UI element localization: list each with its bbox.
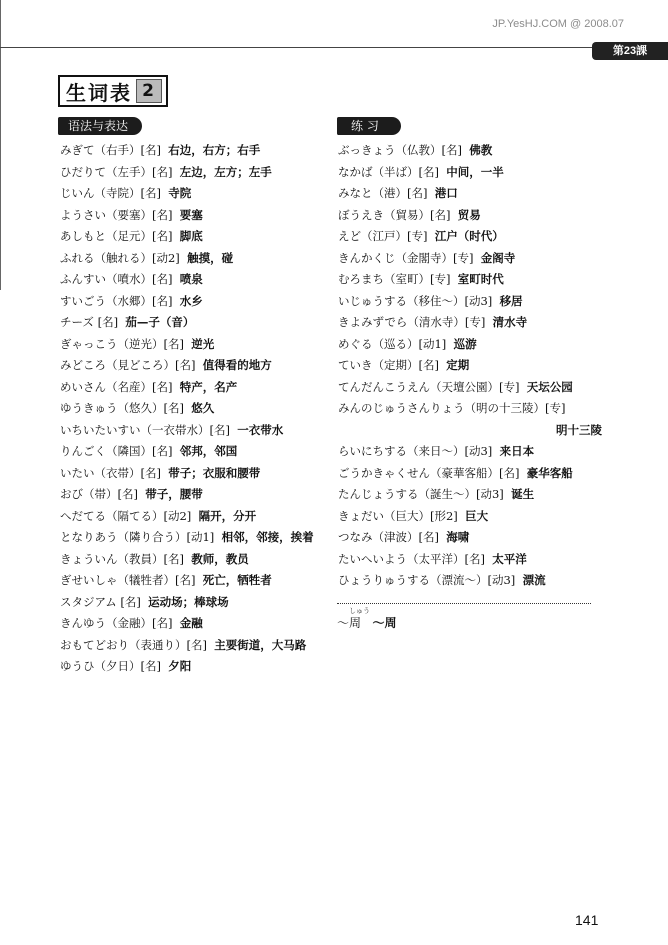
vocab-meaning: 佛教 xyxy=(469,143,493,157)
vocab-reading: すいごう（水郷）[名] xyxy=(60,293,173,308)
vocab-reading: スタジアム [名] xyxy=(60,594,141,609)
vocab-entry xyxy=(338,506,602,528)
vocab-reading: ごうかきゃくせん（豪華客船）[名] xyxy=(338,465,520,480)
page-title xyxy=(58,75,168,107)
vocab-meaning: 带子，腰带 xyxy=(145,487,203,501)
vocab-reading: となりあう（隣り合う）[动1] xyxy=(60,530,215,544)
page-number: 141 xyxy=(575,912,599,928)
vocab-reading: ひょうりゅうする（漂流～）[动3] xyxy=(338,573,516,587)
vocab-meaning: 教师，教员 xyxy=(191,551,249,566)
vocab-reading: みどころ（見どころ）[名] xyxy=(60,358,196,372)
vocab-reading: へだてる（隔てる）[动2] xyxy=(60,508,192,523)
vocab-reading: ぼうえき（貿易）[名] xyxy=(338,207,451,222)
vocab-meaning: 明十三陵 xyxy=(556,422,602,437)
vocab-meaning: 海啸 xyxy=(446,530,470,544)
vocab-entry xyxy=(60,334,314,356)
vocab-entry xyxy=(60,312,314,334)
vocab-meaning: 悠久 xyxy=(191,401,215,415)
lesson-label: 第23課 xyxy=(592,42,668,60)
vocab-meaning: 邻邦，邻国 xyxy=(179,444,238,458)
vocab-reading: チーズ [名] xyxy=(60,315,119,329)
vocab-meaning: 寺院 xyxy=(168,186,192,200)
suffix-text: ～周 xyxy=(337,616,362,630)
title-number: 2 xyxy=(136,79,162,103)
vocab-reading: ぎゃっこう（逆光）[名] xyxy=(60,336,184,351)
section-heading-grammar: 语法与表达 xyxy=(58,117,142,135)
vocab-reading: あしもと（足元）[名] xyxy=(60,229,173,243)
vocab-reading: きよみずでら（清水寺）[专] xyxy=(338,315,486,329)
vocab-entry xyxy=(338,269,602,291)
vocab-meaning: 贸易 xyxy=(457,207,481,222)
vocab-reading: みなと（港）[名] xyxy=(338,186,428,200)
vocab-reading: ゆうきゅう（悠久）[名] xyxy=(60,401,184,415)
vocab-entry xyxy=(338,484,602,506)
vocab-entry xyxy=(60,420,314,442)
vocab-reading: ふれる（触れる）[动2] xyxy=(60,250,180,265)
header-rule xyxy=(0,47,596,48)
vocab-reading: ていき（定期）[名] xyxy=(338,358,439,372)
vocab-entry xyxy=(338,226,602,248)
vocab-meaning: 清水寺 xyxy=(492,315,528,329)
watermark: JP.YesHJ.COM @ 2008.07 xyxy=(492,18,624,30)
vocab-reading: いちいたいすい（一衣帯水）[名] xyxy=(60,422,230,437)
vocab-meaning: 太平洋 xyxy=(492,551,527,566)
vocab-meaning: 金阁寺 xyxy=(480,250,516,265)
vocab-reading: ゆうひ（夕日）[名] xyxy=(60,659,161,673)
vocab-entry xyxy=(60,162,314,184)
vocab-reading: おもてどおり（表通り）[名] xyxy=(60,637,207,652)
vocab-entry xyxy=(338,248,602,270)
vocab-entry xyxy=(338,420,602,442)
dotted-divider xyxy=(337,603,591,604)
vocab-reading: きょだい（巨大）[形2] xyxy=(338,508,458,523)
vocab-meaning: 巡游 xyxy=(453,336,477,351)
vocab-meaning: 一衣带水 xyxy=(237,422,284,437)
vocab-meaning: 隔开，分开 xyxy=(198,508,257,523)
vocab-entry xyxy=(60,248,314,270)
vocab-reading: らいにちする（来日～）[动3] xyxy=(338,444,493,458)
vocab-entry xyxy=(60,656,314,678)
section-heading-practice: 练 习 xyxy=(337,117,401,135)
vocab-reading: たいへいよう（太平洋）[名] xyxy=(338,551,485,566)
suffix-ruby: しゅう xyxy=(349,607,370,615)
vocab-entry xyxy=(60,635,314,657)
vocab-reading: みぎて（右手）[名] xyxy=(60,143,161,157)
vocab-reading: えど（江戸）[专] xyxy=(338,229,428,243)
vocab-entry xyxy=(60,527,314,549)
vocab-entry xyxy=(60,355,314,377)
vocab-meaning: 右边，右方；右手 xyxy=(168,143,261,157)
vocab-reading: じいん（寺院）[名] xyxy=(60,186,161,200)
vocab-reading: ひだりて（左手）[名] xyxy=(60,164,173,179)
vocab-reading: つなみ（津波）[名] xyxy=(338,530,439,544)
vocab-entry xyxy=(338,334,602,356)
vocab-entry xyxy=(60,506,314,528)
vocab-meaning: 触摸，碰 xyxy=(187,250,234,265)
vocab-reading: めいさん（名産）[名] xyxy=(60,379,173,394)
vocab-meaning: 室町时代 xyxy=(457,272,504,286)
vocab-reading: めぐる（巡る）[动1] xyxy=(338,336,447,351)
vocab-entry xyxy=(338,162,602,184)
vocab-meaning: 夕阳 xyxy=(168,659,192,673)
vocab-entry xyxy=(338,291,602,313)
vocab-meaning: 巨大 xyxy=(465,508,489,523)
vocab-entry xyxy=(338,355,602,377)
vocab-entry xyxy=(338,549,602,571)
vocab-entry xyxy=(338,183,602,205)
vocab-meaning: 脚底 xyxy=(179,229,203,243)
vocab-entry xyxy=(60,269,314,291)
vocab-reading: きんかくじ（金閣寺）[专] xyxy=(338,250,474,265)
vocab-entry xyxy=(60,463,314,485)
vocab-meaning: 天坛公园 xyxy=(526,379,573,394)
vocab-reading: いじゅうする（移住～）[动3] xyxy=(338,293,493,308)
vocab-reading: なかば（半ば）[名] xyxy=(338,164,439,179)
vocab-meaning: 江户（时代） xyxy=(434,229,504,243)
vocab-entry xyxy=(60,398,314,420)
vocab-entry xyxy=(60,570,314,592)
vocab-reading: むろまち（室町）[专] xyxy=(338,272,451,286)
vocab-meaning: 水乡 xyxy=(179,293,203,308)
vocab-reading: きんゆう（金融）[名] xyxy=(60,616,173,630)
vocab-reading: たんじょうする（誕生～）[动3] xyxy=(338,487,504,501)
vocab-entry xyxy=(338,441,602,463)
vocab-reading: きょういん（教員）[名] xyxy=(60,551,184,566)
vocab-entry xyxy=(60,613,314,635)
vocab-meaning: 金融 xyxy=(179,616,203,630)
vocab-reading: ようさい（要塞）[名] xyxy=(60,207,173,222)
vocab-entry xyxy=(60,592,314,614)
page-edge-line xyxy=(0,0,1,290)
vocab-meaning: 漂流 xyxy=(522,573,546,587)
vocab-meaning: 诞生 xyxy=(511,487,535,501)
vocab-entry xyxy=(60,549,314,571)
vocab-meaning: 定期 xyxy=(446,358,470,372)
vocab-meaning: 主要街道，大马路 xyxy=(214,637,307,652)
suffix-entry xyxy=(337,607,397,631)
vocab-entry xyxy=(338,312,602,334)
vocab-reading: りんごく（隣国）[名] xyxy=(60,444,173,458)
vocab-meaning: 带子；衣服和腰带 xyxy=(168,465,261,480)
vocab-entry xyxy=(338,140,602,162)
vocab-entry xyxy=(338,570,602,592)
title-text: 生词表 xyxy=(66,80,132,105)
vocab-entry xyxy=(60,140,314,162)
vocab-reading: いたい（衣帯）[名] xyxy=(60,465,161,480)
vocab-meaning: 逆光 xyxy=(191,336,215,351)
vocab-entry xyxy=(60,377,314,399)
vocab-entry xyxy=(60,205,314,227)
vocab-meaning: 茄—子（音） xyxy=(125,315,195,329)
vocab-entry xyxy=(338,205,602,227)
vocab-list-grammar xyxy=(60,140,314,678)
vocab-entry xyxy=(338,527,602,549)
vocab-meaning: 左边，左方；左手 xyxy=(179,164,272,179)
vocab-meaning: 相邻，邻接，挨着 xyxy=(221,530,314,544)
vocab-entry xyxy=(338,463,602,485)
vocab-meaning: 来日本 xyxy=(499,444,535,458)
vocab-entry xyxy=(60,441,314,463)
vocab-list-practice xyxy=(338,140,602,592)
vocab-meaning: 移居 xyxy=(499,293,523,308)
vocab-meaning: 喷泉 xyxy=(179,272,203,286)
vocab-meaning: 要塞 xyxy=(179,207,203,222)
vocab-meaning: 港口 xyxy=(434,186,458,200)
vocab-meaning: 特产，名产 xyxy=(179,379,238,394)
vocab-entry xyxy=(338,377,602,399)
vocab-meaning: 值得看的地方 xyxy=(202,358,272,372)
vocab-meaning: 死亡，牺牲者 xyxy=(202,573,272,587)
vocab-entry xyxy=(60,291,314,313)
vocab-reading: てんだんこうえん（天壇公園）[专] xyxy=(338,379,520,394)
vocab-meaning: 豪华客船 xyxy=(526,465,573,480)
vocab-reading: おび（帯）[名] xyxy=(60,487,138,501)
vocab-reading: ふんすい（噴水）[名] xyxy=(60,272,173,286)
vocab-meaning: 运动场；棒球场 xyxy=(148,594,229,609)
vocab-entry xyxy=(60,183,314,205)
vocab-meaning: 中间，一半 xyxy=(446,164,504,179)
vocab-reading: ぶっきょう（仏教）[名] xyxy=(338,143,462,157)
vocab-entry xyxy=(338,398,602,420)
vocab-entry xyxy=(60,226,314,248)
vocab-reading: ぎせいしゃ（犠牲者）[名] xyxy=(60,573,196,587)
vocab-reading: みんのじゅうさんりょう（明の十三陵）[专] xyxy=(338,401,566,415)
suffix-meaning: ～周 xyxy=(372,616,397,630)
vocab-entry xyxy=(60,484,314,506)
